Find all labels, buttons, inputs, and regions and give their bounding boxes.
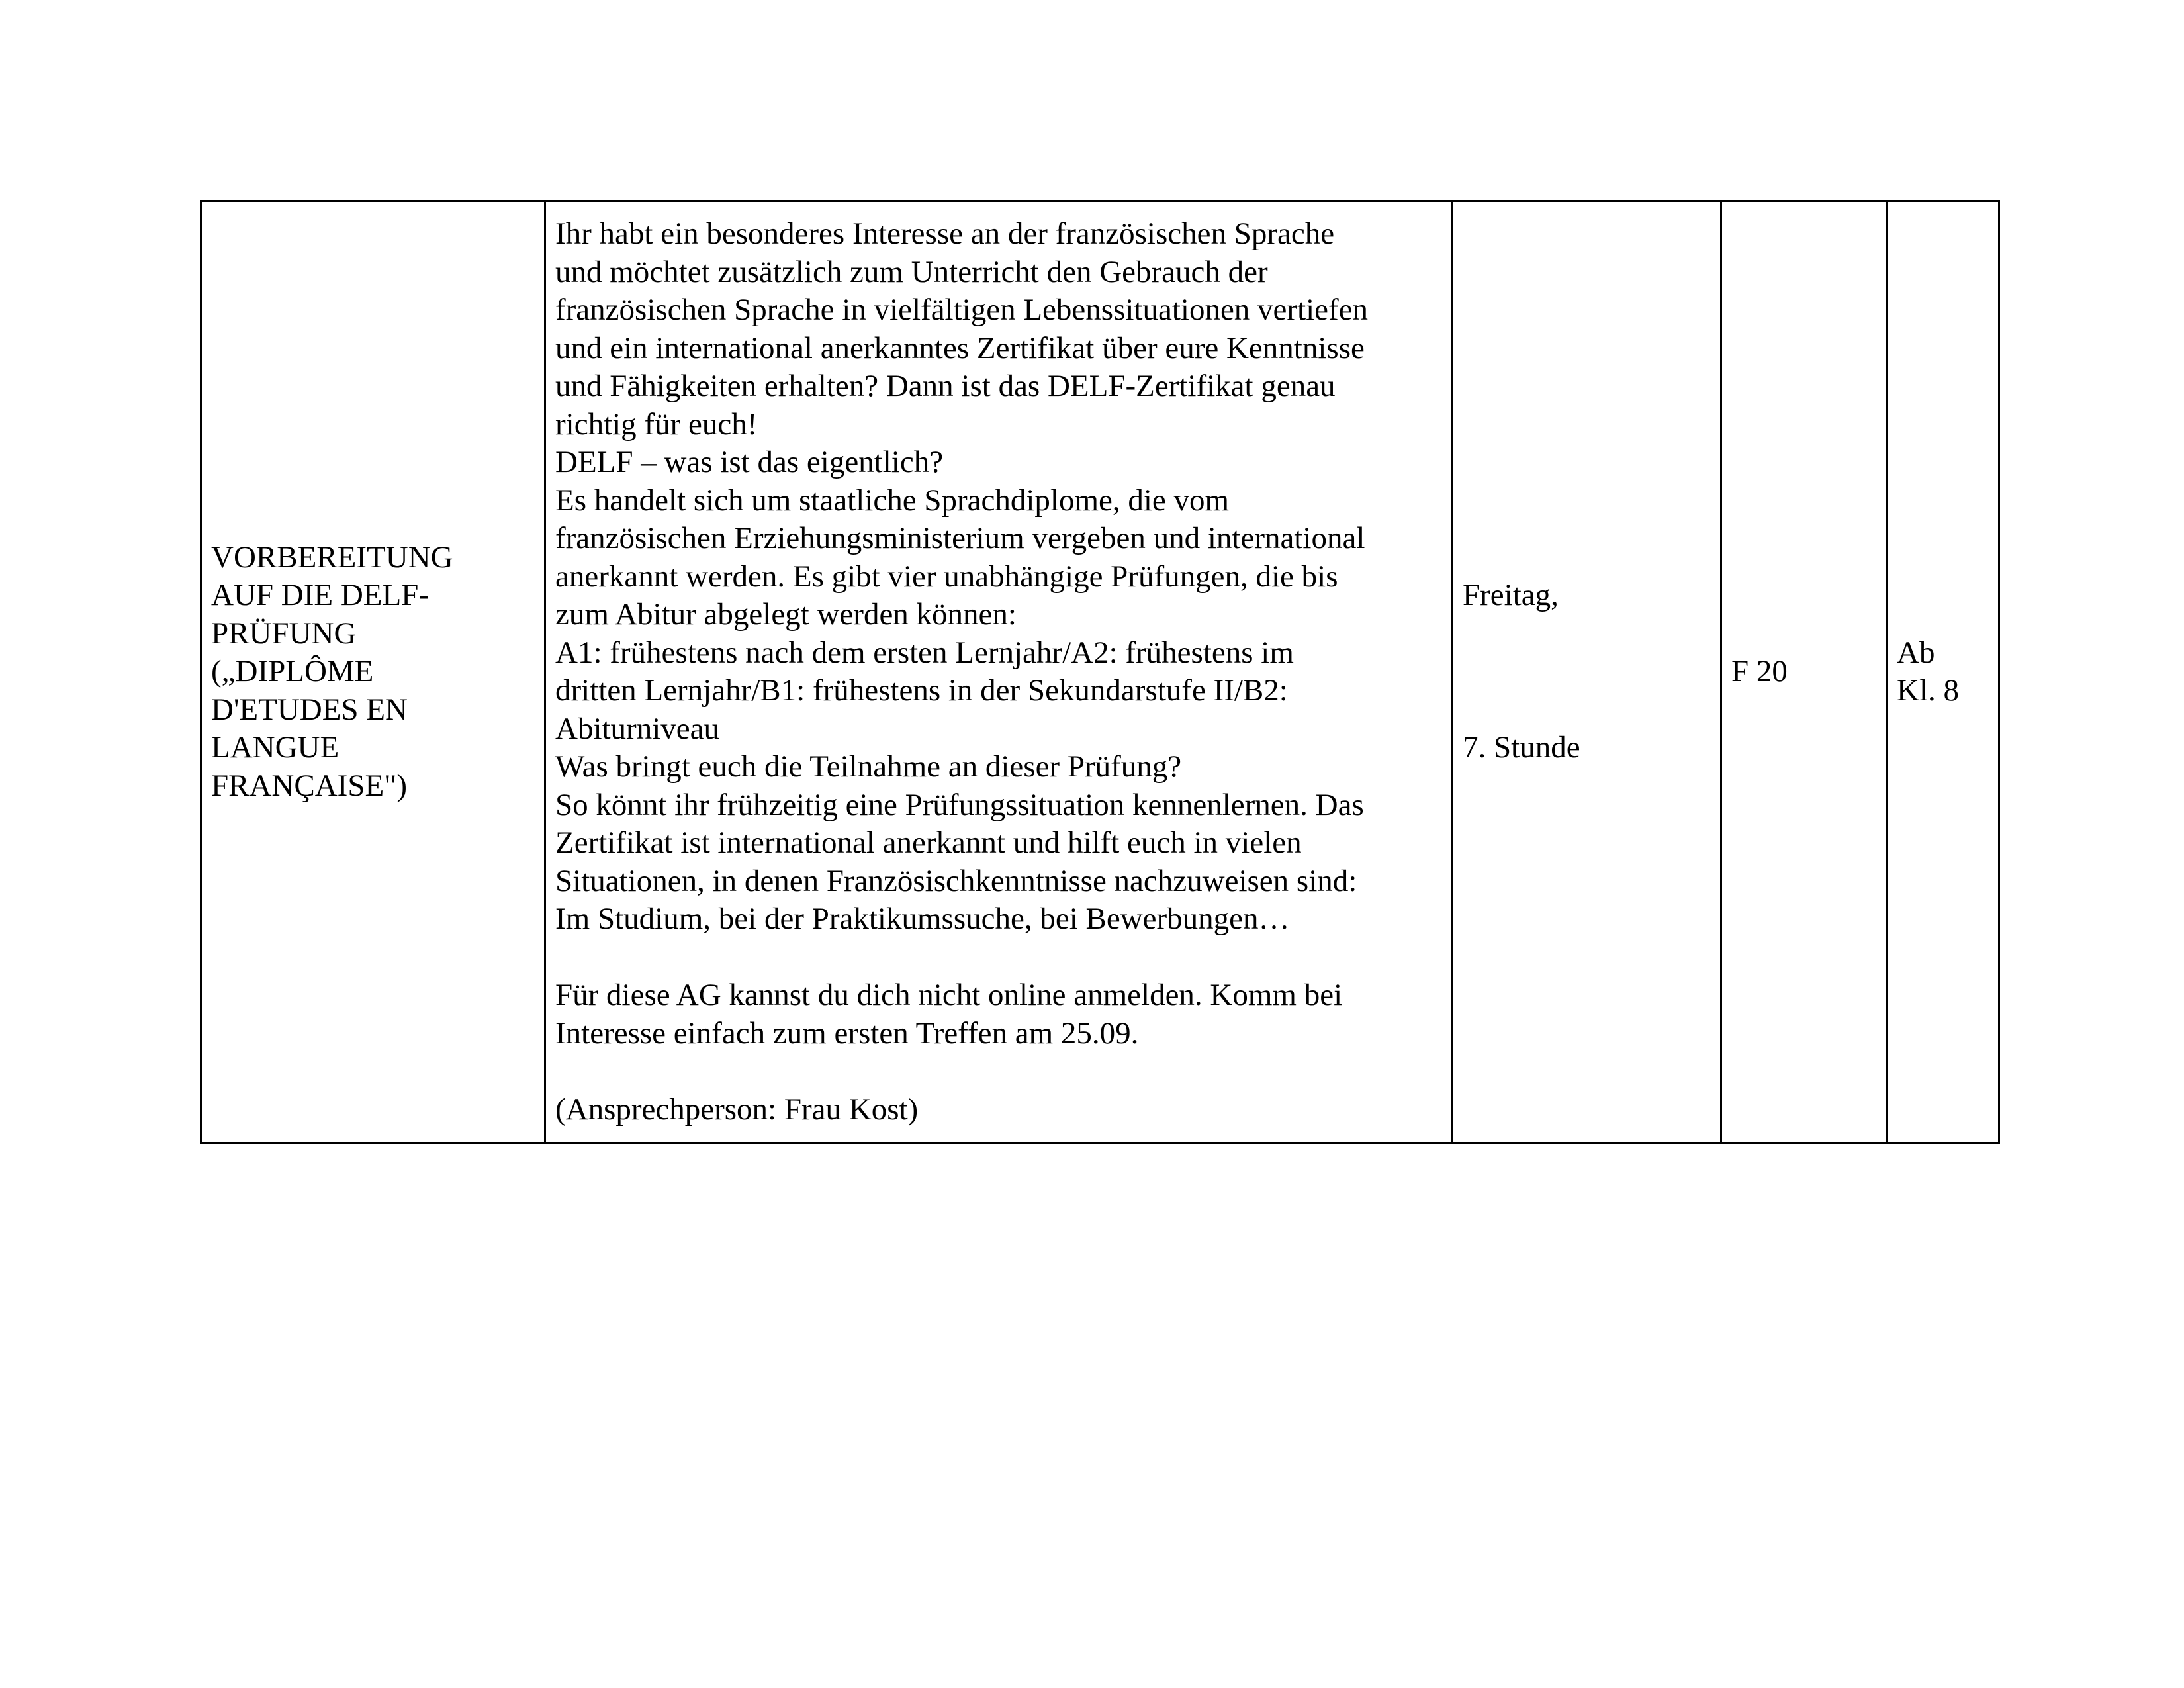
description-intro: Ihr habt ein besonderes Interesse an der französischen Sprache und möchtet zusätzlich zum Unterricht den Gebrauch der französischen Sprache in vielfältigen Lebenssituationen vertiefen und ein international anerkanntes Zertifikat über eure Kenntnisse und Fähigkeiten erhalten? Dann ist das DELF-Zertifikat genau richtig für euch! DELF – was ist das eigentlich? Es handelt sich um staatliche Sprachdiplome, die vom französischen Erziehungsministerium vergeben und international anerkannt werden. Es gibt vier unabhängige Prüfungen, die bis zum Abitur abgelegt werden können: A1: frühestens nach dem ersten Lernjahr/A2: frühestens im dritten Lernjahr/B1: frühestens in der Sekundarstufe II/B2: Abiturniveau Was bringt euch die Teilnahme an dieser Prüfung? So könnt ihr frühzeitig eine Prüfungssituation kennenlernen. Das Zertifikat ist international anerkannt und hilft euch in vielen Situationen, in denen Französischkenntnisse nachzuweisen sind: Im Studium, bei der Praktikumssuche, bei Bewerbungen… [555,216,1369,936]
paragraph-spacer [555,1053,1442,1091]
schedule-gap [1463,653,1711,691]
course-table [200,200,2000,1144]
grade-cell: Ab Kl. 8 [1887,201,1999,1143]
room-cell: F 20 [1721,201,1887,1143]
course-description-cell [545,201,1453,1143]
schedule-cell [1453,201,1721,1143]
schedule-period: 7. Stunde [1463,730,1580,765]
course-title-cell: VORBEREITUNG AUF DIE DELF- PRÜFUNG („DIPLÔME D'ETUDES EN LANGUE FRANÇAISE") [201,201,545,1143]
schedule-day: Freitag, [1463,578,1559,613]
description-registration: Für diese AG kannst du dich nicht online anmelden. Komm bei Interesse einfach zum ersten Treffen am 25.09. [555,978,1343,1051]
description-contact: (Ansprechperson: Frau Kost) [555,1092,919,1127]
table-row [201,201,1999,1143]
paragraph-spacer [555,939,1442,977]
